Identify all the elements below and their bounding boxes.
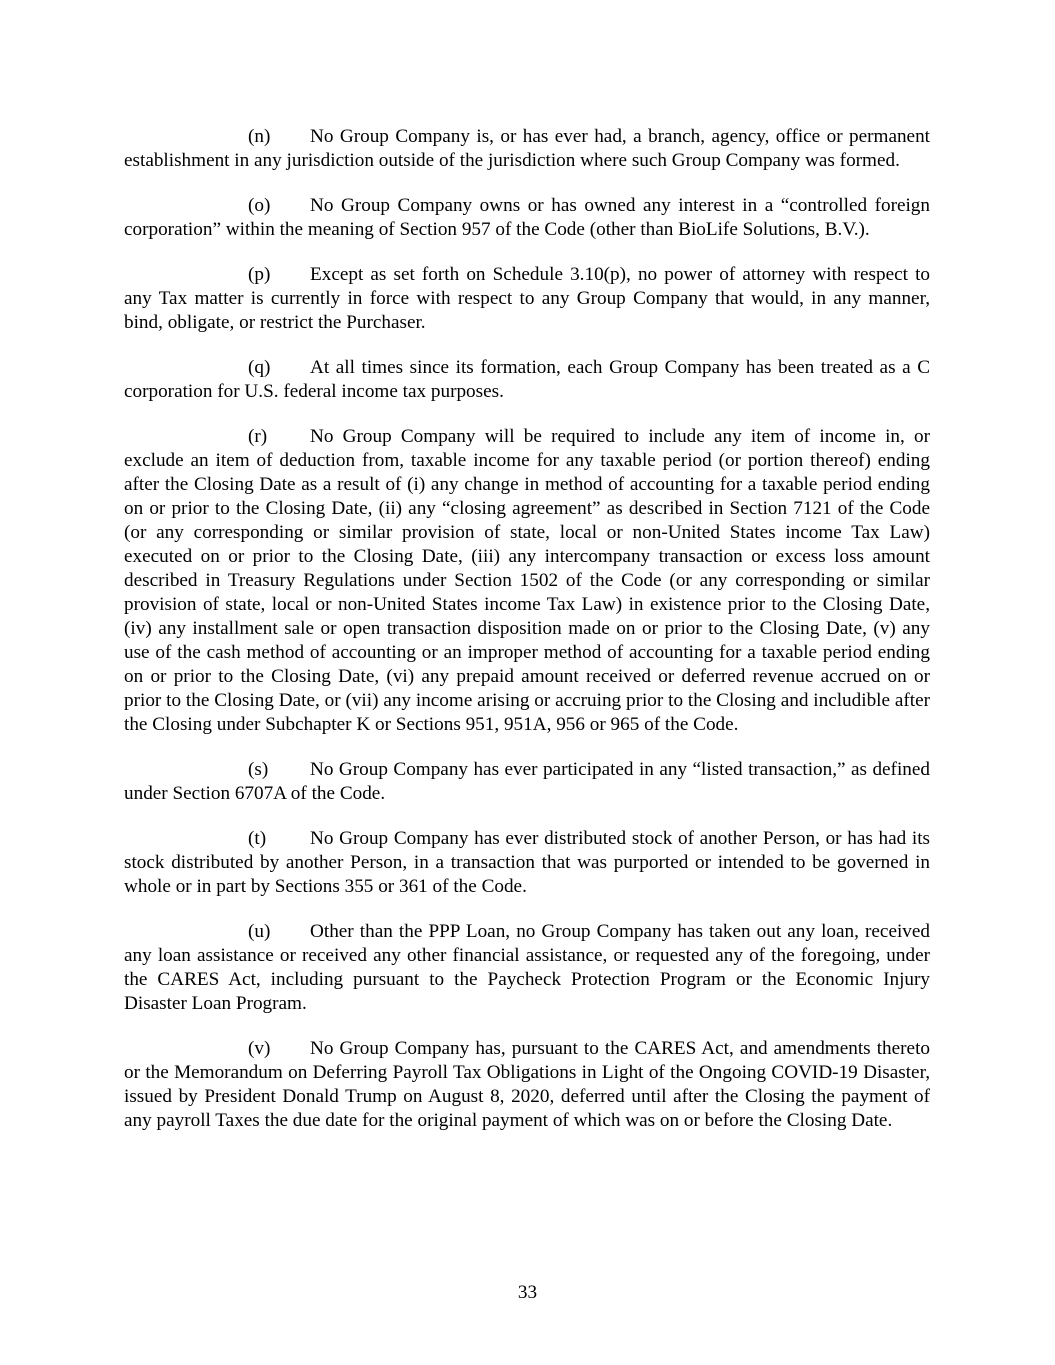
paragraph-text: At all times since its formation, each Group Company has been treated as a C corporation for U.S. federal income tax purposes. bbox=[124, 357, 930, 402]
paragraph-text: Other than the PPP Loan, no Group Company has taken out any loan, received any loan assistance or received any other financial assistance, or requested any of the foregoing, under the CARES Act, including pursuant to the Paycheck Protection Program or the Economic Injury Disaster Loan Program. bbox=[124, 921, 930, 1014]
paragraph-text: No Group Company has ever participated in any “listed transaction,” as defined under Section 6707A of the Code. bbox=[124, 759, 930, 804]
paragraph-u bbox=[124, 920, 930, 1016]
paragraph-o bbox=[124, 194, 930, 242]
paragraph-label: (o) bbox=[248, 195, 271, 216]
paragraph-n bbox=[124, 125, 930, 173]
paragraph-label: (p) bbox=[248, 264, 271, 285]
paragraph-p bbox=[124, 263, 930, 335]
paragraph-label: (t) bbox=[248, 828, 267, 849]
paragraph-r bbox=[124, 425, 930, 737]
paragraph-text: No Group Company has ever distributed stock of another Person, or has had its stock distributed by another Person, in a transaction that was purported or intended to be governed in whole or in part by Sections 355 or 361 of the Code. bbox=[124, 828, 930, 897]
paragraph-label: (v) bbox=[248, 1038, 271, 1059]
page-number: 33 bbox=[517, 1282, 538, 1303]
paragraph-text: No Group Company has, pursuant to the CARES Act, and amendments thereto or the Memorandum on Deferring Payroll Tax Obligations in Light of the Ongoing COVID-19 Disaster, issued by President Donald Trump on August 8, 2020, deferred until after the Closing the payment of any payroll Taxes the due date for the original payment of which was on or before the Closing Date. bbox=[124, 1038, 930, 1131]
paragraph-label: (q) bbox=[248, 357, 271, 378]
paragraph-q bbox=[124, 356, 930, 404]
paragraph-label: (r) bbox=[248, 426, 268, 447]
paragraph-label: (u) bbox=[248, 921, 271, 942]
paragraph-t bbox=[124, 827, 930, 899]
paragraph-s bbox=[124, 758, 930, 806]
document-page bbox=[124, 125, 930, 1154]
paragraph-label: (n) bbox=[248, 126, 271, 147]
paragraph-text: No Group Company is, or has ever had, a branch, agency, office or permanent establishment in any jurisdiction outside of the jurisdiction where such Group Company was formed. bbox=[124, 126, 930, 171]
paragraph-label: (s) bbox=[248, 759, 269, 780]
paragraph-text: No Group Company owns or has owned any interest in a “controlled foreign corporation” within the meaning of Section 957 of the Code (other than BioLife Solutions, B.V.). bbox=[124, 195, 930, 240]
paragraph-v bbox=[124, 1037, 930, 1133]
paragraph-text: No Group Company will be required to include any item of income in, or exclude an item of deduction from, taxable income for any taxable period (or portion thereof) ending after the Closing Date as a result of (i) any change in method of accounting for a taxable period ending on or prior to the Closing Date, (ii) any “closing agreement” as described in Section 7121 of the Code (or any corresponding or similar provision of state, local or non-United States income Tax Law) executed on or prior to the Closing Date, (iii) any intercompany transaction or excess loss amount described in Treasury Regulations under Section 1502 of the Code (or any corresponding or similar provision of state, local or non-United States income Tax Law) in existence prior to the Closing Date, (iv) any installment sale or open transaction disposition made on or prior to the Closing Date, (v) any use of the cash method of accounting or an improper method of accounting for a taxable period ending on or prior to the Closing Date, (vi) any prepaid amount received or deferred revenue accrued on or prior to the Closing Date, or (vii) any income arising or accruing prior to the Closing and includible after the Closing under Subchapter K or Sections 951, 951A, 956 or 965 of the Code. bbox=[124, 426, 930, 735]
paragraph-text: Except as set forth on Schedule 3.10(p), no power of attorney with respect to any Tax matter is currently in force with respect to any Group Company that would, in any manner, bind, obligate, or restrict the Purchaser. bbox=[124, 264, 930, 333]
